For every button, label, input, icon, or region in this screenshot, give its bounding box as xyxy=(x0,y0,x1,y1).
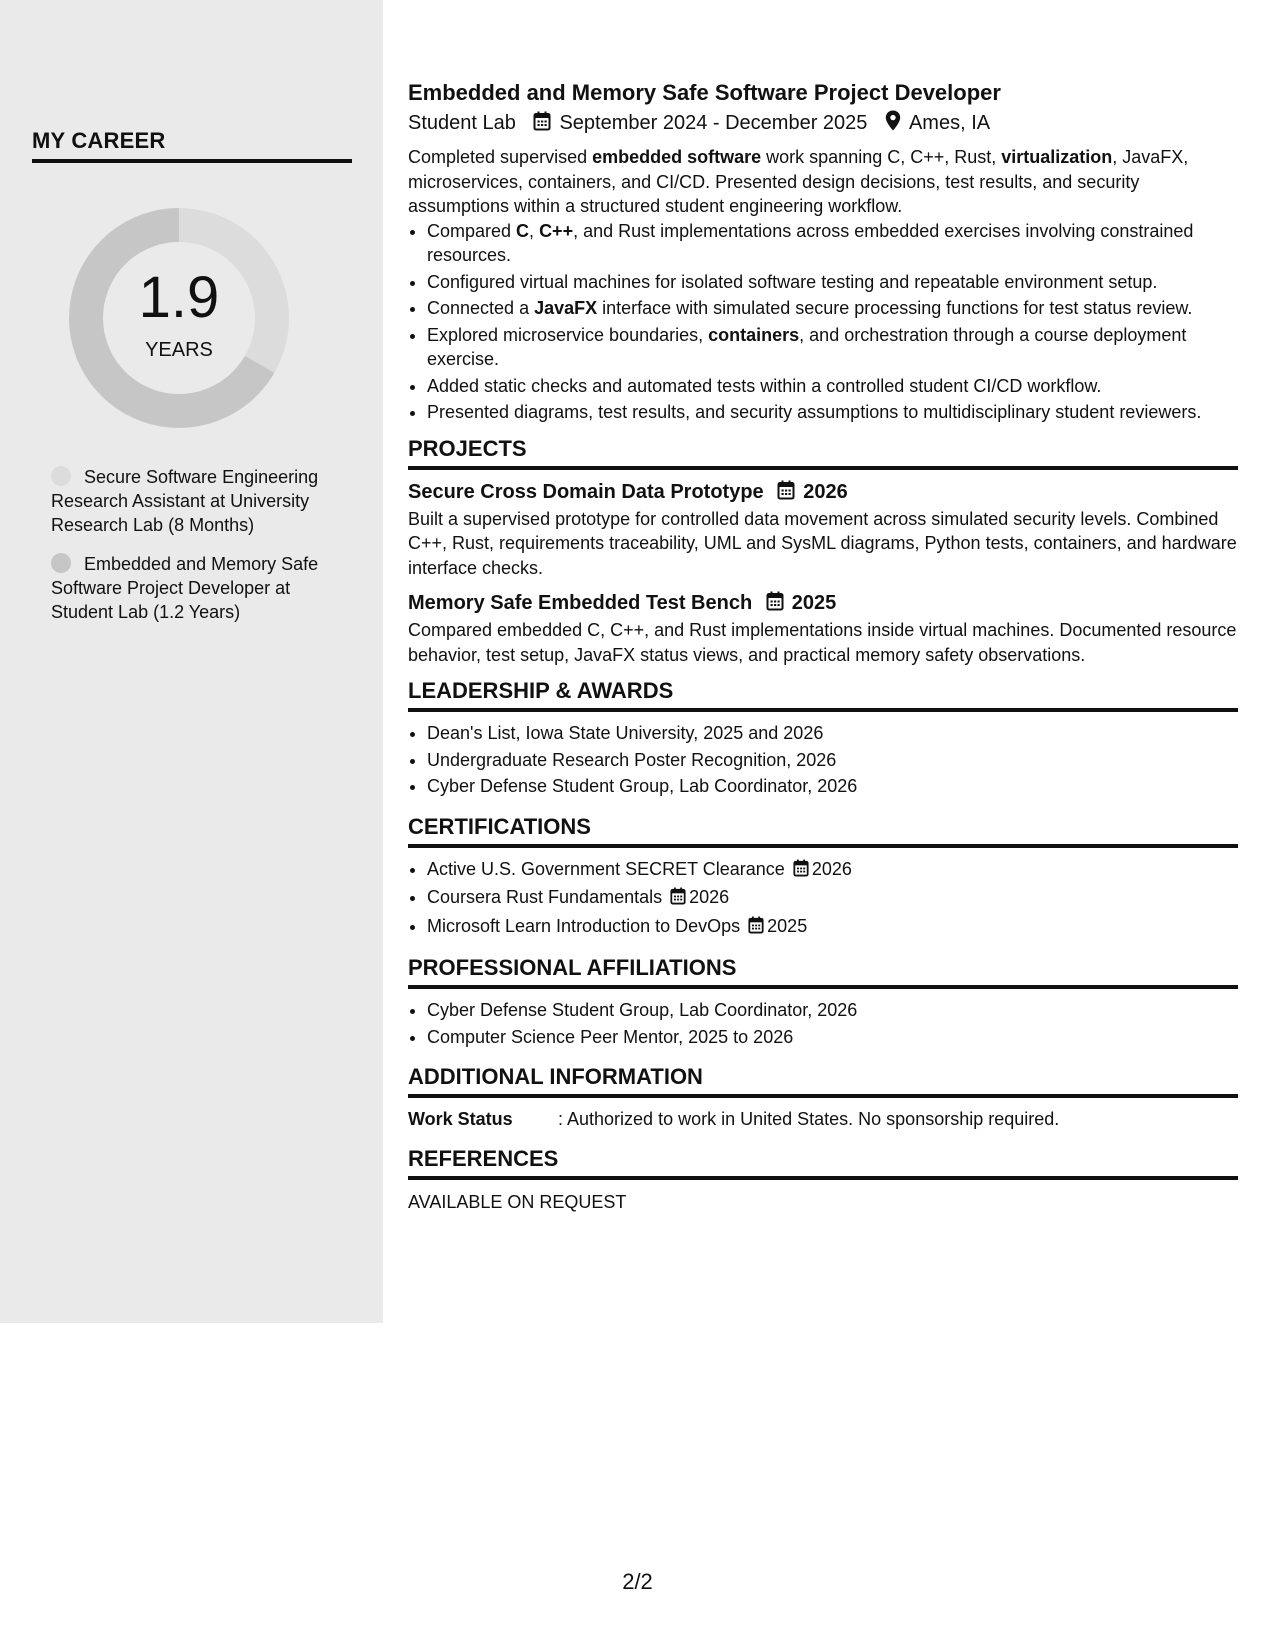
leadership-list xyxy=(408,721,1238,799)
job-bullet xyxy=(427,219,1238,268)
affiliations-list xyxy=(408,998,1238,1049)
leadership-item: • Cyber Defense Student Group, Lab Coordinator, 2026 xyxy=(427,774,1238,799)
career-list xyxy=(51,465,341,639)
project-entry xyxy=(408,479,1238,581)
affiliations-heading: PROFESSIONAL AFFILIATIONS xyxy=(408,954,1238,989)
page-number: 2/2 xyxy=(622,1569,653,1594)
calendar-icon xyxy=(670,887,686,912)
affiliation-item: • Cyber Defense Student Group, Lab Coordinator, 2026 xyxy=(427,998,1238,1023)
job-company: Student Lab xyxy=(408,112,516,134)
additional-heading: ADDITIONAL INFORMATION xyxy=(408,1063,1238,1098)
bold-text: C xyxy=(516,220,530,241)
text-run: Explored microservice boundaries, xyxy=(427,324,709,345)
career-heading: MY CAREER xyxy=(32,128,352,163)
leadership-item: • Dean's List, Iowa State University, 2025 and 2026 xyxy=(427,721,1238,746)
certification-item xyxy=(427,914,1238,941)
job-meta xyxy=(408,108,1238,140)
project-year: 2025 xyxy=(791,592,837,614)
calendar-icon xyxy=(748,916,764,941)
work-status-row xyxy=(408,1107,1238,1131)
text-run: Presented diagrams, test results, and security assumptions to multidisciplinary student reviewers. xyxy=(427,402,1202,422)
career-donut-chart xyxy=(66,205,292,431)
text-run: , and orchestration through a course deployment exercise. xyxy=(427,324,1187,369)
job-bullets xyxy=(408,219,1238,425)
certification-year: 2026 xyxy=(811,858,852,879)
career-dot-icon xyxy=(51,466,71,486)
career-dot-icon xyxy=(51,553,71,573)
references-text: AVAILABLE ON REQUEST xyxy=(408,1192,627,1212)
project-desc: Built a supervised prototype for controlled data movement across simulated security levels. Combined C++, Rust, requirements traceability, UML and SysML diagrams, Python tests, containers, and hardware interface checks. xyxy=(408,508,1237,578)
text-run: Connected a xyxy=(427,298,535,318)
bold-text: C++ xyxy=(539,220,574,241)
calendar-icon xyxy=(793,859,809,884)
career-item-text: Embedded and Memory Safe Software Project Developer at Student Lab (1.2 Years) xyxy=(51,554,319,622)
bold-text: JavaFX xyxy=(534,298,598,318)
career-item-text: Secure Software Engineering Research Assistant at University Research Lab (8 Months) xyxy=(51,467,319,535)
bold-text: containers xyxy=(708,324,800,345)
project-desc: Compared embedded C, C++, and Rust implementations inside virtual machines. Documented resource behavior, test setup, JavaFX status views, and practical memory safety observations. xyxy=(408,620,1237,665)
leadership-item: • Undergraduate Research Poster Recognition, 2026 xyxy=(427,748,1238,773)
affiliation-item: • Computer Science Peer Mentor, 2025 to 2026 xyxy=(427,1025,1238,1050)
certification-item xyxy=(427,857,1238,884)
project-title-row xyxy=(408,590,1238,618)
project-year: 2026 xyxy=(803,480,848,503)
certifications-list xyxy=(408,857,1238,941)
certification-name: Microsoft Learn Introduction to DevOps xyxy=(427,915,741,936)
bold-text: embedded software xyxy=(592,147,762,167)
calendar-icon xyxy=(766,591,784,618)
work-status-value: : Authorized to work in United States. No sponsorship required. xyxy=(558,1109,1060,1129)
text-run: Completed supervised xyxy=(408,147,593,167)
job-dates: September 2024 - December 2025 xyxy=(559,112,868,134)
bold-text: virtualization xyxy=(1001,147,1113,167)
leadership-heading: LEADERSHIP & AWARDS xyxy=(408,677,1238,712)
experience-entry xyxy=(408,78,1238,425)
text-run: Compared xyxy=(427,220,517,241)
project-entry xyxy=(408,590,1238,667)
text-run: , xyxy=(529,220,540,241)
job-bullet xyxy=(427,374,1238,399)
certification-item xyxy=(427,885,1238,912)
main-content xyxy=(408,78,1238,1214)
job-title: Embedded and Memory Safe Software Project Developer xyxy=(408,80,1001,105)
certification-name: Coursera Rust Fundamentals xyxy=(427,887,663,907)
text-run: , and Rust implementations across embedded exercises involving constrained resources. xyxy=(427,220,1194,265)
work-status-label: Work Status xyxy=(408,1109,513,1129)
job-bullet xyxy=(427,270,1238,295)
location-pin-icon xyxy=(885,110,901,140)
career-item xyxy=(51,465,341,537)
calendar-icon xyxy=(533,110,551,140)
career-item xyxy=(51,552,341,624)
certifications-heading: CERTIFICATIONS xyxy=(408,813,1238,848)
text-run: Configured virtual machines for isolated software testing and repeatable environment setup. xyxy=(427,271,1158,292)
job-bullet xyxy=(427,400,1238,425)
certification-year: 2025 xyxy=(767,915,808,936)
text-run: interface with simulated secure processing functions for test status review. xyxy=(597,298,1193,318)
projects-heading: PROJECTS xyxy=(408,435,1238,470)
project-title-row xyxy=(408,479,1238,507)
job-summary xyxy=(408,145,1238,219)
project-title: Secure Cross Domain Data Prototype xyxy=(408,480,764,503)
references-heading: REFERENCES xyxy=(408,1145,1238,1180)
text-run: Added static checks and automated tests within a controlled student CI/CD workflow. xyxy=(427,375,1102,396)
certification-name: Active U.S. Government SECRET Clearance xyxy=(427,858,785,879)
calendar-icon xyxy=(777,480,795,507)
years-value: 1.9 xyxy=(138,265,220,330)
job-bullet xyxy=(427,296,1238,321)
sidebar xyxy=(0,0,383,1323)
text-run: work spanning C, C++, Rust, xyxy=(761,147,1002,167)
job-bullet xyxy=(427,323,1238,372)
project-title: Memory Safe Embedded Test Bench xyxy=(408,592,753,614)
certification-year: 2026 xyxy=(689,887,730,907)
years-unit: YEARS xyxy=(145,339,213,361)
text-run: , JavaFX, microservices, containers, and CI/CD. Presented design decisions, test results, and security assumptions within a structured student engineering workflow. xyxy=(408,147,1189,216)
job-location: Ames, IA xyxy=(908,112,991,134)
